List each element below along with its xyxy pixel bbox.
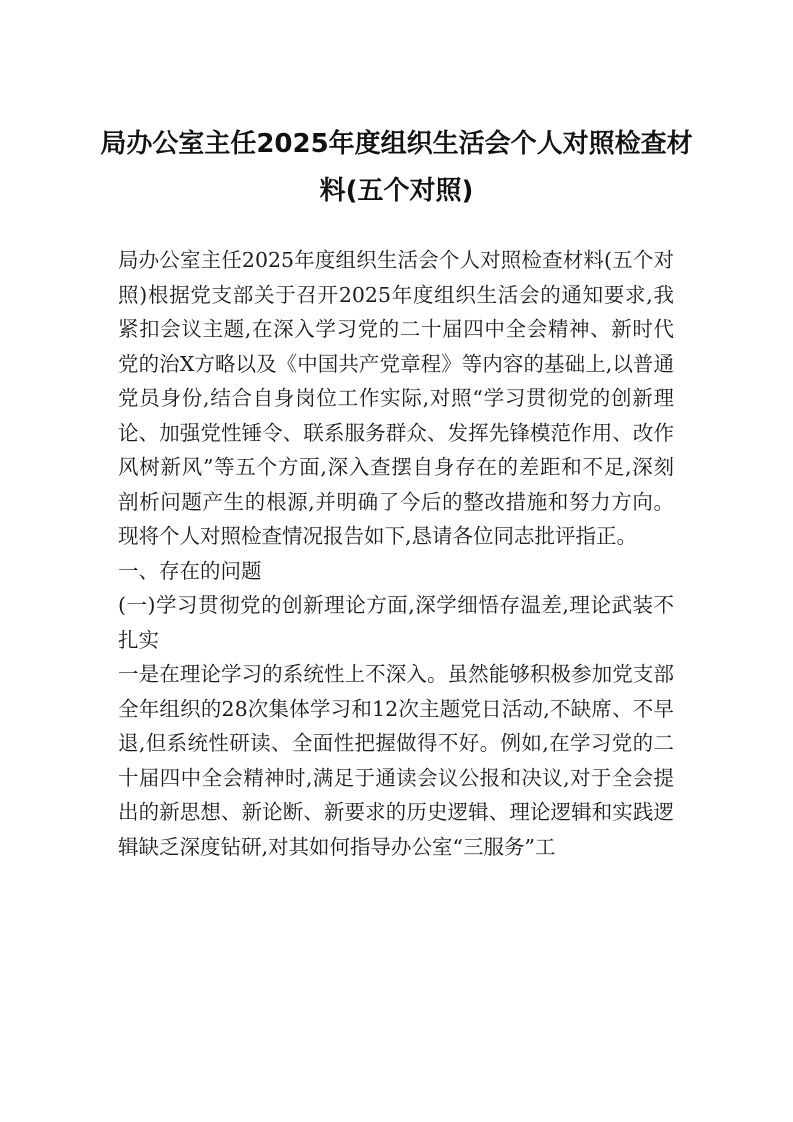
section-heading: 一、存在的问题 (118, 558, 262, 583)
document-body (118, 243, 674, 864)
document-title: 局办公室主任2025年度组织生活会个人对照检查材料(五个对照) (100, 129, 693, 206)
intro-paragraph: 局办公室主任2025年度组织生活会个人对照检查材料(五个对照)根据党支部关于召开2025年度组织生活会的通知要求,我紧扣会议主题,在深入学习党的二十届四中全会精神、新时代党的治X方略以及《中国共产党章程》等内容的基础上,以普通党员身份,结合自身岗位工作实际,对照“学习贯彻党的创新理论、加强党性锤令、联系服务群众、发挥先锋模范作用、改作风树新风”等五个方面,深入查摆自身存在的差距和不足,深刻剖析问题产生的根源,并明确了今后的整改措施和努力方向。现将个人对照检查情况报告如下,恳请各位同志批评指正。 (118, 248, 674, 548)
body-paragraph: 一是在理论学习的系统性上不深入。虽然能够积极参加党支部全年组织的28次集体学习和12次主题党日活动,不缺席、不早退,但系统性研读、全面性把握做得不好。例如,在学习党的二十届四中全会精神时,满足于通读会议公报和决议,对于全会提出的新思想、新论断、新要求的历史逻辑、理论逻辑和实践逻辑缺乏深度钻研,对其如何指导办公室“三服务”工 (118, 662, 674, 859)
subsection-heading: (一)学习贯彻党的创新理论方面,深学细悟存温差,理论武装不扎实 (118, 593, 674, 652)
